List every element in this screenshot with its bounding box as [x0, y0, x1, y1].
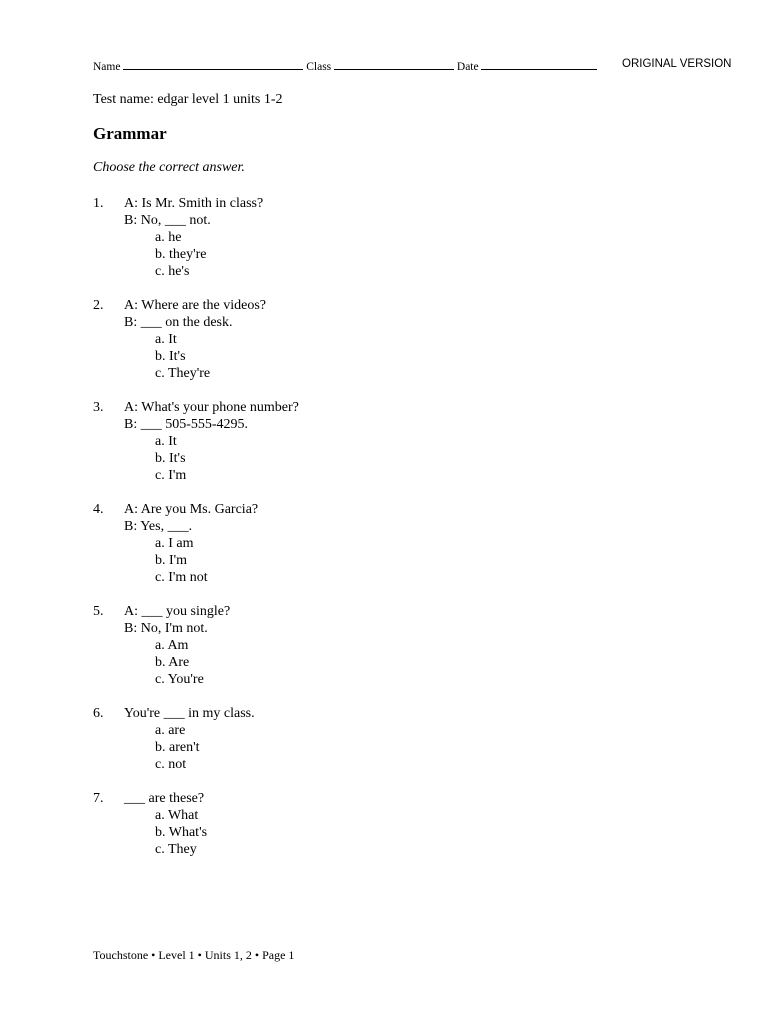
- question-line-a: A: Are you Ms. Garcia?: [124, 502, 259, 517]
- section-title: Grammar: [93, 124, 167, 143]
- option-b[interactable]: b. aren't: [155, 740, 200, 755]
- class-label: Class: [306, 61, 332, 73]
- option-a[interactable]: a. are: [155, 723, 186, 738]
- option-a[interactable]: a. he: [155, 230, 182, 245]
- question-line-a: A: ___ you single?: [124, 604, 231, 619]
- date-label: Date: [456, 61, 479, 73]
- version-label: ORIGINAL VERSION: [622, 58, 732, 70]
- option-a[interactable]: a. It: [155, 332, 177, 347]
- question-line-a: ___ are these?: [124, 791, 205, 806]
- question-number: 2.: [93, 298, 104, 313]
- option-b[interactable]: b. What's: [155, 825, 208, 840]
- question-line-a: A: What's your phone number?: [124, 400, 299, 415]
- option-c[interactable]: c. You're: [155, 672, 204, 687]
- question-number: 7.: [93, 791, 104, 806]
- page-footer: Touchstone • Level 1 • Units 1, 2 • Page 1: [93, 948, 295, 962]
- header-line: [93, 58, 748, 73]
- question-line-b: B: No, ___ not.: [124, 213, 211, 228]
- option-c[interactable]: c. I'm: [155, 468, 187, 483]
- option-a[interactable]: a. It: [155, 434, 177, 449]
- option-a[interactable]: a. What: [155, 808, 199, 823]
- question-number: 1.: [93, 196, 104, 211]
- class-blank[interactable]: [334, 58, 454, 70]
- name-label: Name: [93, 61, 121, 73]
- option-c[interactable]: c. he's: [155, 264, 190, 279]
- question-line-b: B: ___ 505-555-4295.: [124, 417, 249, 432]
- question-number: 3.: [93, 400, 104, 415]
- name-blank[interactable]: [123, 58, 303, 70]
- question-line-b: B: No, I'm not.: [124, 621, 208, 636]
- question-number: 6.: [93, 706, 104, 721]
- option-b[interactable]: b. Are: [155, 655, 190, 670]
- option-b[interactable]: b. It's: [155, 451, 186, 466]
- instructions: Choose the correct answer.: [93, 160, 245, 175]
- option-a[interactable]: a. I am: [155, 536, 194, 551]
- question-line-b: B: Yes, ___.: [124, 519, 193, 534]
- option-b[interactable]: b. they're: [155, 247, 207, 262]
- option-c[interactable]: c. They: [155, 842, 197, 857]
- question-line-a: A: Is Mr. Smith in class?: [124, 196, 264, 211]
- option-b[interactable]: b. It's: [155, 349, 186, 364]
- option-a[interactable]: a. Am: [155, 638, 189, 653]
- option-b[interactable]: b. I'm: [155, 553, 188, 568]
- date-blank[interactable]: [481, 58, 597, 70]
- test-name: Test name: edgar level 1 units 1-2: [93, 92, 283, 107]
- option-c[interactable]: c. I'm not: [155, 570, 208, 585]
- question-number: 4.: [93, 502, 104, 517]
- option-c[interactable]: c. not: [155, 757, 187, 772]
- option-c[interactable]: c. They're: [155, 366, 211, 381]
- question-number: 5.: [93, 604, 104, 619]
- question-line-b: B: ___ on the desk.: [124, 315, 233, 330]
- question-line-a: A: Where are the videos?: [124, 298, 267, 313]
- question-line-a: You're ___ in my class.: [124, 706, 255, 721]
